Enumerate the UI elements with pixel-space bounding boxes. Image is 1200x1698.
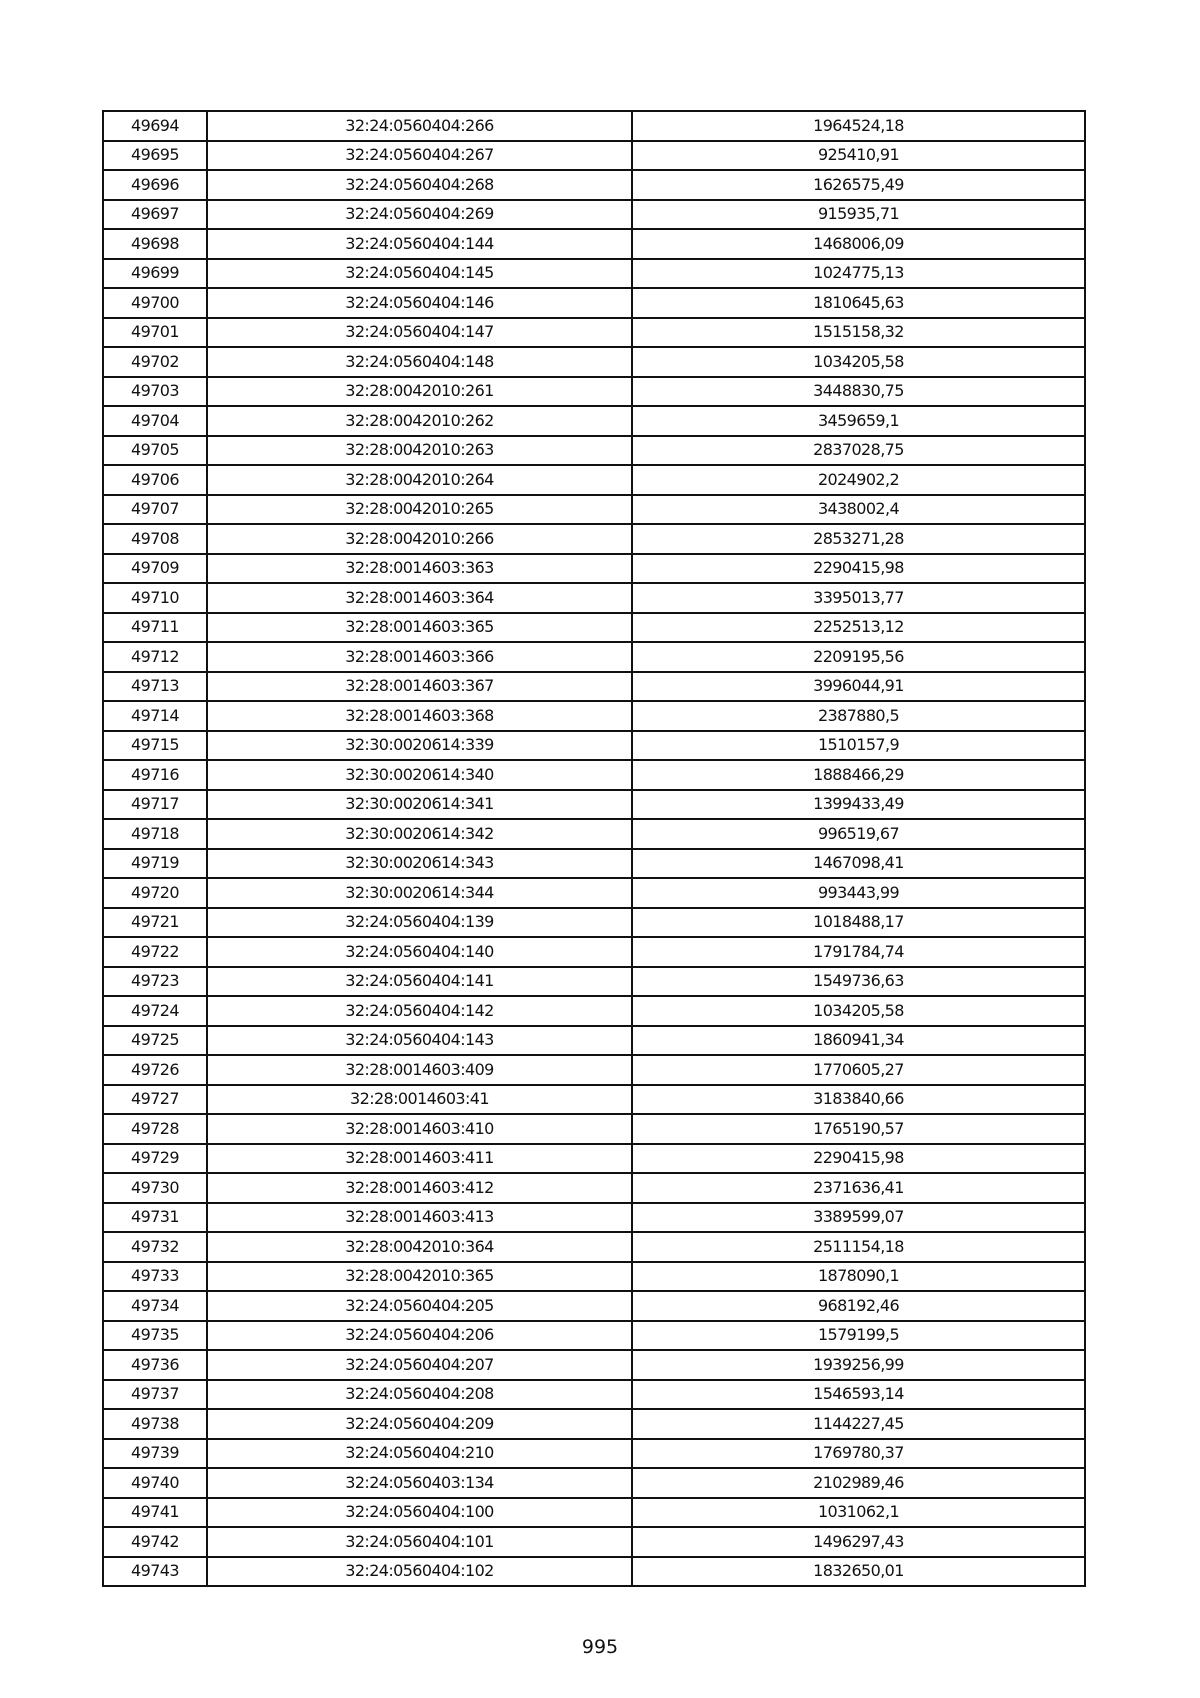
table-row: [103, 1085, 1085, 1115]
table-row: [103, 1114, 1085, 1144]
table-row: [103, 347, 1085, 377]
row-number-cell: 49718: [103, 819, 207, 849]
cadastral-number-cell: 32:30:0020614:342: [207, 819, 632, 849]
table-row: [103, 524, 1085, 554]
cadastral-number-cell: 32:28:0014603:367: [207, 672, 632, 702]
table-row: [103, 731, 1085, 761]
cadastral-number-cell: 32:24:0560404:267: [207, 141, 632, 171]
cadastral-number-cell: 32:24:0560404:147: [207, 318, 632, 348]
cadastral-value-cell: 2290415,98: [632, 554, 1085, 584]
page-number: 995: [581, 1636, 619, 1658]
cadastral-number-cell: 32:28:0014603:410: [207, 1114, 632, 1144]
cadastral-number-cell: 32:24:0560404:146: [207, 288, 632, 318]
cadastral-value-cell: 1549736,63: [632, 967, 1085, 997]
row-number-cell: 49725: [103, 1026, 207, 1056]
cadastral-number-cell: 32:28:0014603:41: [207, 1085, 632, 1115]
cadastral-value-cell: 1878090,1: [632, 1262, 1085, 1292]
cadastral-number-cell: 32:28:0042010:261: [207, 377, 632, 407]
row-number-cell: 49710: [103, 583, 207, 613]
cadastral-number-cell: 32:28:0014603:413: [207, 1203, 632, 1233]
cadastral-value-cell: 2387880,5: [632, 701, 1085, 731]
cadastral-value-cell: 2511154,18: [632, 1232, 1085, 1262]
row-number-cell: 49724: [103, 996, 207, 1026]
cadastral-number-cell: 32:28:0042010:264: [207, 465, 632, 495]
table-row: [103, 1498, 1085, 1528]
row-number-cell: 49736: [103, 1350, 207, 1380]
cadastral-value-cell: 1964524,18: [632, 111, 1085, 141]
cadastral-value-cell: 1510157,9: [632, 731, 1085, 761]
table-row: [103, 1409, 1085, 1439]
table-row: [103, 967, 1085, 997]
table-row: [103, 1144, 1085, 1174]
cadastral-number-cell: 32:24:0560404:101: [207, 1527, 632, 1557]
cadastral-value-cell: 1515158,32: [632, 318, 1085, 348]
cadastral-value-cell: 2837028,75: [632, 436, 1085, 466]
table-row: [103, 170, 1085, 200]
row-number-cell: 49743: [103, 1557, 207, 1587]
cadastral-number-cell: 32:24:0560404:144: [207, 229, 632, 259]
row-number-cell: 49695: [103, 141, 207, 171]
table-row: [103, 878, 1085, 908]
row-number-cell: 49719: [103, 849, 207, 879]
cadastral-number-cell: 32:24:0560404:102: [207, 1557, 632, 1587]
table-row: [103, 701, 1085, 731]
cadastral-number-cell: 32:28:0042010:266: [207, 524, 632, 554]
cadastral-value-cell: 1860941,34: [632, 1026, 1085, 1056]
row-number-cell: 49728: [103, 1114, 207, 1144]
table-row: [103, 377, 1085, 407]
row-number-cell: 49717: [103, 790, 207, 820]
row-number-cell: 49699: [103, 259, 207, 289]
cadastral-value-cell: 2024902,2: [632, 465, 1085, 495]
row-number-cell: 49729: [103, 1144, 207, 1174]
cadastral-value-cell: 996519,67: [632, 819, 1085, 849]
row-number-cell: 49715: [103, 731, 207, 761]
cadastral-number-cell: 32:24:0560403:134: [207, 1468, 632, 1498]
table-row: [103, 318, 1085, 348]
cadastral-value-cell: 1144227,45: [632, 1409, 1085, 1439]
cadastral-value-cell: 1939256,99: [632, 1350, 1085, 1380]
cadastral-number-cell: 32:24:0560404:142: [207, 996, 632, 1026]
row-number-cell: 49704: [103, 406, 207, 436]
cadastral-value-cell: 1546593,14: [632, 1380, 1085, 1410]
cadastral-value-cell: 1769780,37: [632, 1439, 1085, 1469]
table-row: [103, 141, 1085, 171]
cadastral-number-cell: 32:24:0560404:208: [207, 1380, 632, 1410]
table-row: [103, 1203, 1085, 1233]
table-row: [103, 583, 1085, 613]
cadastral-number-cell: 32:28:0014603:409: [207, 1055, 632, 1085]
row-number-cell: 49737: [103, 1380, 207, 1410]
cadastral-number-cell: 32:30:0020614:343: [207, 849, 632, 879]
cadastral-number-cell: 32:28:0014603:412: [207, 1173, 632, 1203]
row-number-cell: 49741: [103, 1498, 207, 1528]
row-number-cell: 49714: [103, 701, 207, 731]
row-number-cell: 49720: [103, 878, 207, 908]
table-row: [103, 288, 1085, 318]
table-row: [103, 1350, 1085, 1380]
cadastral-value-cell: 1770605,27: [632, 1055, 1085, 1085]
cadastral-value-cell: 1468006,09: [632, 229, 1085, 259]
row-number-cell: 49694: [103, 111, 207, 141]
table-row: [103, 1173, 1085, 1203]
row-number-cell: 49705: [103, 436, 207, 466]
row-number-cell: 49707: [103, 495, 207, 525]
table-row: [103, 495, 1085, 525]
table-row: [103, 406, 1085, 436]
cadastral-number-cell: 32:24:0560404:266: [207, 111, 632, 141]
row-number-cell: 49706: [103, 465, 207, 495]
cadastral-number-cell: 32:24:0560404:100: [207, 1498, 632, 1528]
table-row: [103, 1026, 1085, 1056]
cadastral-value-cell: 3438002,4: [632, 495, 1085, 525]
table-row: [103, 672, 1085, 702]
cadastral-value-table: [102, 110, 1086, 1587]
cadastral-value-cell: 1579199,5: [632, 1321, 1085, 1351]
cadastral-value-cell: 3459659,1: [632, 406, 1085, 436]
table-body: [103, 111, 1085, 1586]
cadastral-number-cell: 32:24:0560404:143: [207, 1026, 632, 1056]
table-row: [103, 996, 1085, 1026]
cadastral-number-cell: 32:28:0014603:366: [207, 642, 632, 672]
table-row: [103, 642, 1085, 672]
cadastral-value-cell: 1031062,1: [632, 1498, 1085, 1528]
cadastral-number-cell: 32:24:0560404:205: [207, 1291, 632, 1321]
row-number-cell: 49722: [103, 937, 207, 967]
table-row: [103, 1262, 1085, 1292]
cadastral-number-cell: 32:24:0560404:139: [207, 908, 632, 938]
cadastral-number-cell: 32:24:0560404:210: [207, 1439, 632, 1469]
table-row: [103, 790, 1085, 820]
row-number-cell: 49696: [103, 170, 207, 200]
cadastral-number-cell: 32:28:0014603:365: [207, 613, 632, 643]
row-number-cell: 49726: [103, 1055, 207, 1085]
cadastral-value-cell: 2102989,46: [632, 1468, 1085, 1498]
table-row: [103, 1380, 1085, 1410]
cadastral-value-cell: 2371636,41: [632, 1173, 1085, 1203]
cadastral-number-cell: 32:24:0560404:145: [207, 259, 632, 289]
row-number-cell: 49713: [103, 672, 207, 702]
table-row: [103, 1055, 1085, 1085]
table-row: [103, 1291, 1085, 1321]
cadastral-number-cell: 32:24:0560404:141: [207, 967, 632, 997]
cadastral-value-cell: 2252513,12: [632, 613, 1085, 643]
cadastral-number-cell: 32:28:0014603:364: [207, 583, 632, 613]
row-number-cell: 49721: [103, 908, 207, 938]
cadastral-value-cell: 3448830,75: [632, 377, 1085, 407]
table-row: [103, 760, 1085, 790]
row-number-cell: 49730: [103, 1173, 207, 1203]
table-row: [103, 1468, 1085, 1498]
cadastral-value-cell: 2209195,56: [632, 642, 1085, 672]
row-number-cell: 49700: [103, 288, 207, 318]
cadastral-value-cell: 993443,99: [632, 878, 1085, 908]
table-row: [103, 259, 1085, 289]
row-number-cell: 49697: [103, 200, 207, 230]
cadastral-number-cell: 32:28:0014603:363: [207, 554, 632, 584]
row-number-cell: 49703: [103, 377, 207, 407]
cadastral-number-cell: 32:24:0560404:207: [207, 1350, 632, 1380]
cadastral-number-cell: 32:24:0560404:148: [207, 347, 632, 377]
cadastral-value-cell: 1791784,74: [632, 937, 1085, 967]
cadastral-number-cell: 32:28:0042010:365: [207, 1262, 632, 1292]
row-number-cell: 49738: [103, 1409, 207, 1439]
row-number-cell: 49701: [103, 318, 207, 348]
cadastral-value-cell: 1024775,13: [632, 259, 1085, 289]
cadastral-value-cell: 3389599,07: [632, 1203, 1085, 1233]
row-number-cell: 49734: [103, 1291, 207, 1321]
cadastral-value-cell: 1765190,57: [632, 1114, 1085, 1144]
table-row: [103, 819, 1085, 849]
cadastral-value-cell: 1467098,41: [632, 849, 1085, 879]
cadastral-value-cell: 2290415,98: [632, 1144, 1085, 1174]
cadastral-value-cell: 1832650,01: [632, 1557, 1085, 1587]
table-row: [103, 111, 1085, 141]
row-number-cell: 49727: [103, 1085, 207, 1115]
cadastral-number-cell: 32:28:0042010:265: [207, 495, 632, 525]
cadastral-value-cell: 1888466,29: [632, 760, 1085, 790]
table-row: [103, 200, 1085, 230]
cadastral-value-cell: 1034205,58: [632, 996, 1085, 1026]
cadastral-number-cell: 32:28:0014603:368: [207, 701, 632, 731]
cadastral-value-cell: 3996044,91: [632, 672, 1085, 702]
cadastral-value-cell: 968192,46: [632, 1291, 1085, 1321]
cadastral-number-cell: 32:24:0560404:269: [207, 200, 632, 230]
cadastral-value-cell: 1034205,58: [632, 347, 1085, 377]
table-row: [103, 937, 1085, 967]
cadastral-value-cell: 3395013,77: [632, 583, 1085, 613]
cadastral-number-cell: 32:24:0560404:268: [207, 170, 632, 200]
cadastral-number-cell: 32:28:0042010:262: [207, 406, 632, 436]
cadastral-number-cell: 32:28:0042010:364: [207, 1232, 632, 1262]
row-number-cell: 49709: [103, 554, 207, 584]
cadastral-value-cell: 2853271,28: [632, 524, 1085, 554]
cadastral-number-cell: 32:24:0560404:140: [207, 937, 632, 967]
cadastral-number-cell: 32:28:0042010:263: [207, 436, 632, 466]
row-number-cell: 49708: [103, 524, 207, 554]
cadastral-number-cell: 32:24:0560404:209: [207, 1409, 632, 1439]
cadastral-value-cell: 1399433,49: [632, 790, 1085, 820]
cadastral-value-cell: 1810645,63: [632, 288, 1085, 318]
cadastral-number-cell: 32:24:0560404:206: [207, 1321, 632, 1351]
table-row: [103, 908, 1085, 938]
cadastral-number-cell: 32:28:0014603:411: [207, 1144, 632, 1174]
table-row: [103, 465, 1085, 495]
table-row: [103, 1439, 1085, 1469]
table-row: [103, 1232, 1085, 1262]
cadastral-number-cell: 32:30:0020614:341: [207, 790, 632, 820]
table-row: [103, 436, 1085, 466]
cadastral-value-cell: 925410,91: [632, 141, 1085, 171]
table-row: [103, 849, 1085, 879]
table-row: [103, 1321, 1085, 1351]
cadastral-number-cell: 32:30:0020614:344: [207, 878, 632, 908]
table-row: [103, 613, 1085, 643]
table-row: [103, 1527, 1085, 1557]
row-number-cell: 49723: [103, 967, 207, 997]
row-number-cell: 49712: [103, 642, 207, 672]
cadastral-value-cell: 1496297,43: [632, 1527, 1085, 1557]
table-row: [103, 1557, 1085, 1587]
table-row: [103, 554, 1085, 584]
row-number-cell: 49711: [103, 613, 207, 643]
cadastral-value-cell: 915935,71: [632, 200, 1085, 230]
row-number-cell: 49698: [103, 229, 207, 259]
row-number-cell: 49733: [103, 1262, 207, 1292]
row-number-cell: 49731: [103, 1203, 207, 1233]
row-number-cell: 49735: [103, 1321, 207, 1351]
row-number-cell: 49739: [103, 1439, 207, 1469]
table-row: [103, 229, 1085, 259]
row-number-cell: 49716: [103, 760, 207, 790]
row-number-cell: 49740: [103, 1468, 207, 1498]
cadastral-number-cell: 32:30:0020614:340: [207, 760, 632, 790]
row-number-cell: 49702: [103, 347, 207, 377]
cadastral-value-cell: 1626575,49: [632, 170, 1085, 200]
row-number-cell: 49742: [103, 1527, 207, 1557]
cadastral-value-cell: 3183840,66: [632, 1085, 1085, 1115]
cadastral-value-cell: 1018488,17: [632, 908, 1085, 938]
cadastral-number-cell: 32:30:0020614:339: [207, 731, 632, 761]
row-number-cell: 49732: [103, 1232, 207, 1262]
